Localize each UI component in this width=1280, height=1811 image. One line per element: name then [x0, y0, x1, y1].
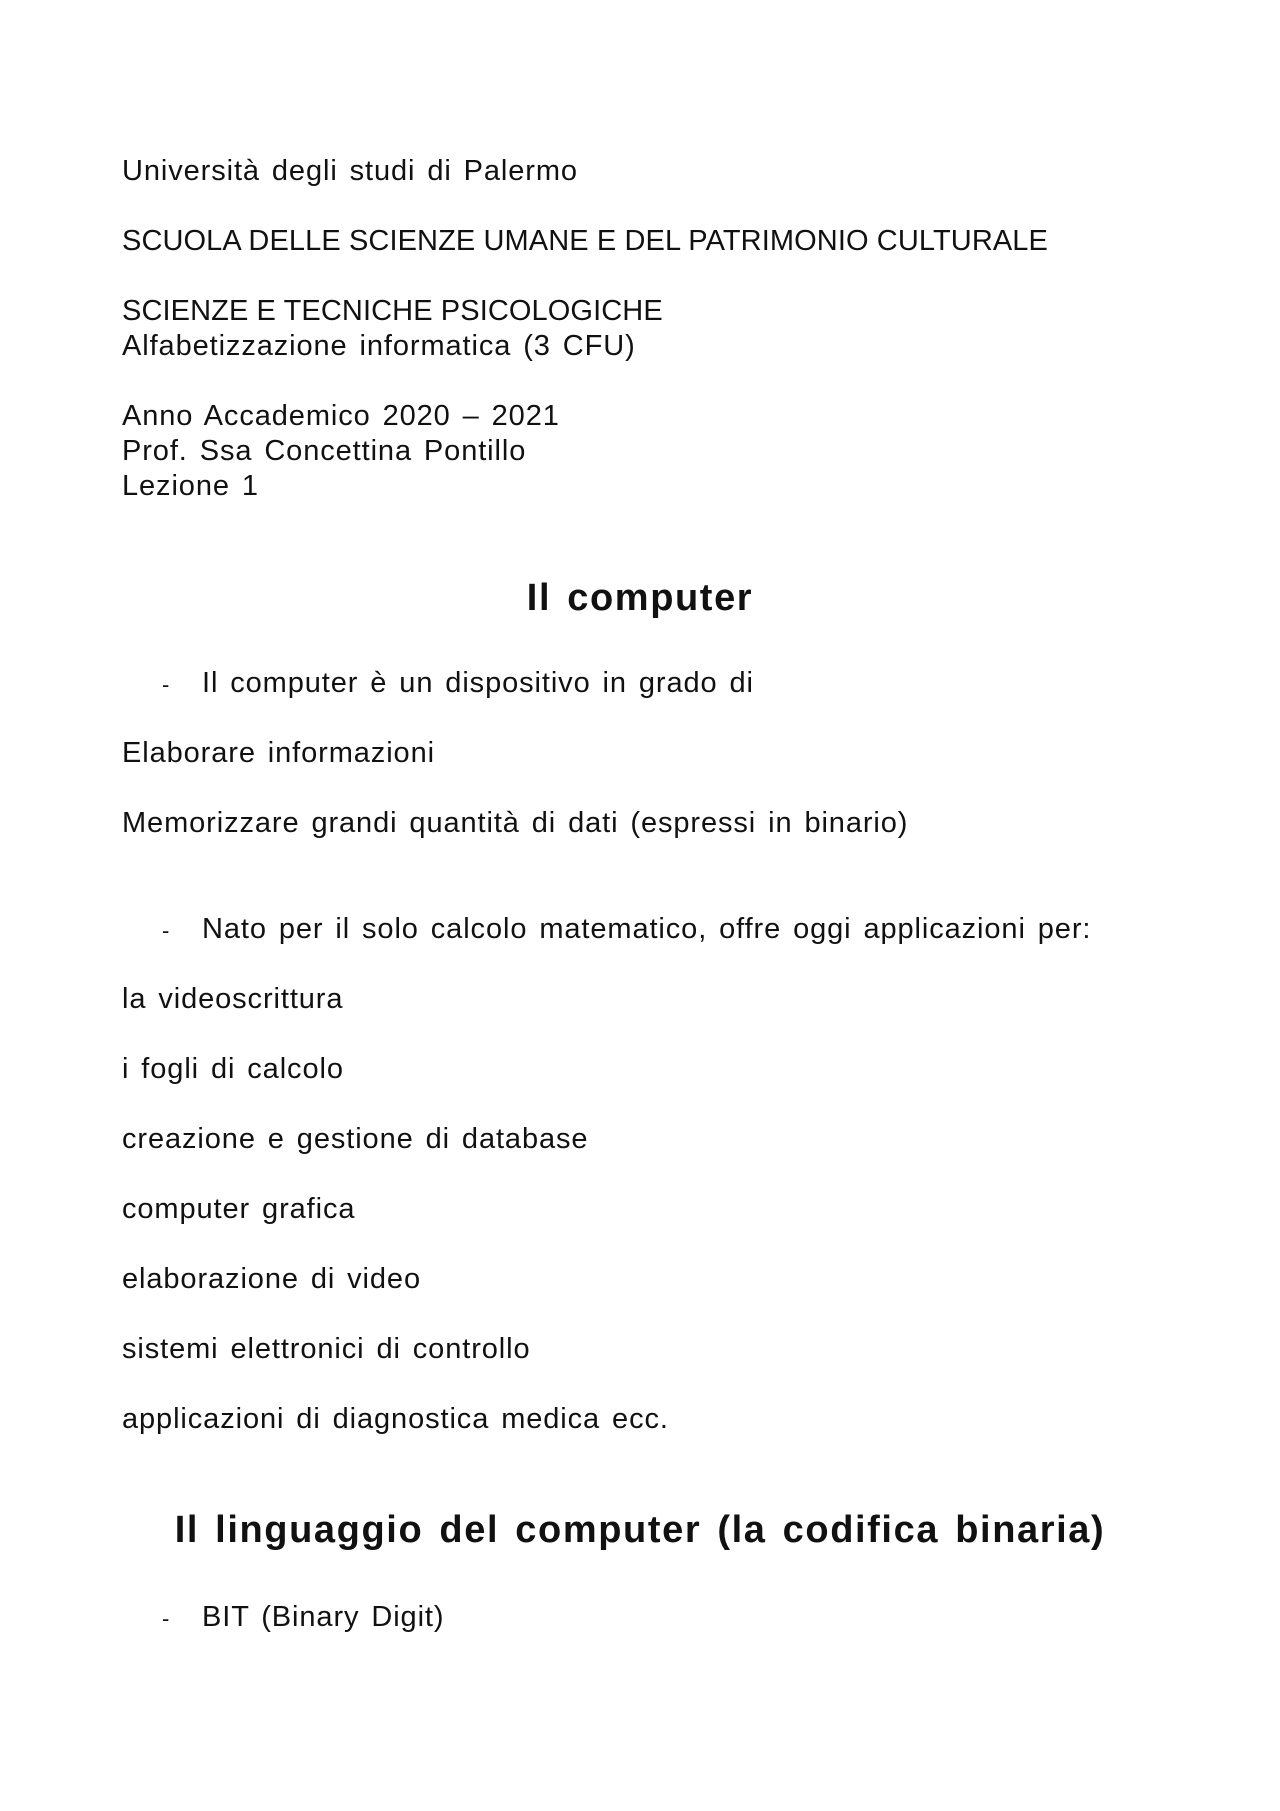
- bullet-text: Nato per il solo calcolo matematico, offre oggi applicazioni per:: [202, 913, 1092, 945]
- capability-item: Elaborare informazioni: [122, 737, 435, 769]
- application-item: sistemi elettronici di controllo: [122, 1333, 531, 1365]
- application-item: computer grafica: [122, 1193, 356, 1225]
- application-item: creazione e gestione di database: [122, 1123, 589, 1155]
- bullet-item: [122, 666, 754, 702]
- section-title-binary-coding: Il linguaggio del computer (la codifica binaria): [174, 1509, 1106, 1551]
- course-name: SCIENZE E TECNICHE PSICOLOGICHE: [122, 295, 663, 327]
- bullet-item: [122, 912, 1091, 948]
- bullet-text: Il computer è un dispositivo in grado di: [202, 667, 754, 699]
- subject-name: Alfabetizzazione informatica (3 CFU): [122, 330, 636, 362]
- lesson-number: Lezione 1: [122, 470, 259, 502]
- bullet-item: [122, 1600, 444, 1636]
- application-item: la videoscrittura: [122, 983, 344, 1015]
- academic-year: Anno Accademico 2020 – 2021: [122, 400, 560, 432]
- application-item: i fogli di calcolo: [122, 1053, 344, 1085]
- capability-item: Memorizzare grandi quantità di dati (espressi in binario): [122, 807, 909, 839]
- school-name: SCUOLA DELLE SCIENZE UMANE E DEL PATRIMONIO CULTURALE: [122, 225, 1048, 257]
- bullet-marker: -: [162, 672, 171, 697]
- application-item: elaborazione di video: [122, 1263, 421, 1295]
- bullet-marker: -: [162, 918, 171, 943]
- section-title-computer: Il computer: [526, 577, 754, 619]
- professor-name: Prof. Ssa Concettina Pontillo: [122, 435, 527, 467]
- bullet-marker: -: [162, 1606, 171, 1631]
- university-name: Università degli studi di Palermo: [122, 155, 578, 187]
- application-item: applicazioni di diagnostica medica ecc.: [122, 1403, 669, 1435]
- bullet-text: BIT (Binary Digit): [202, 1601, 445, 1633]
